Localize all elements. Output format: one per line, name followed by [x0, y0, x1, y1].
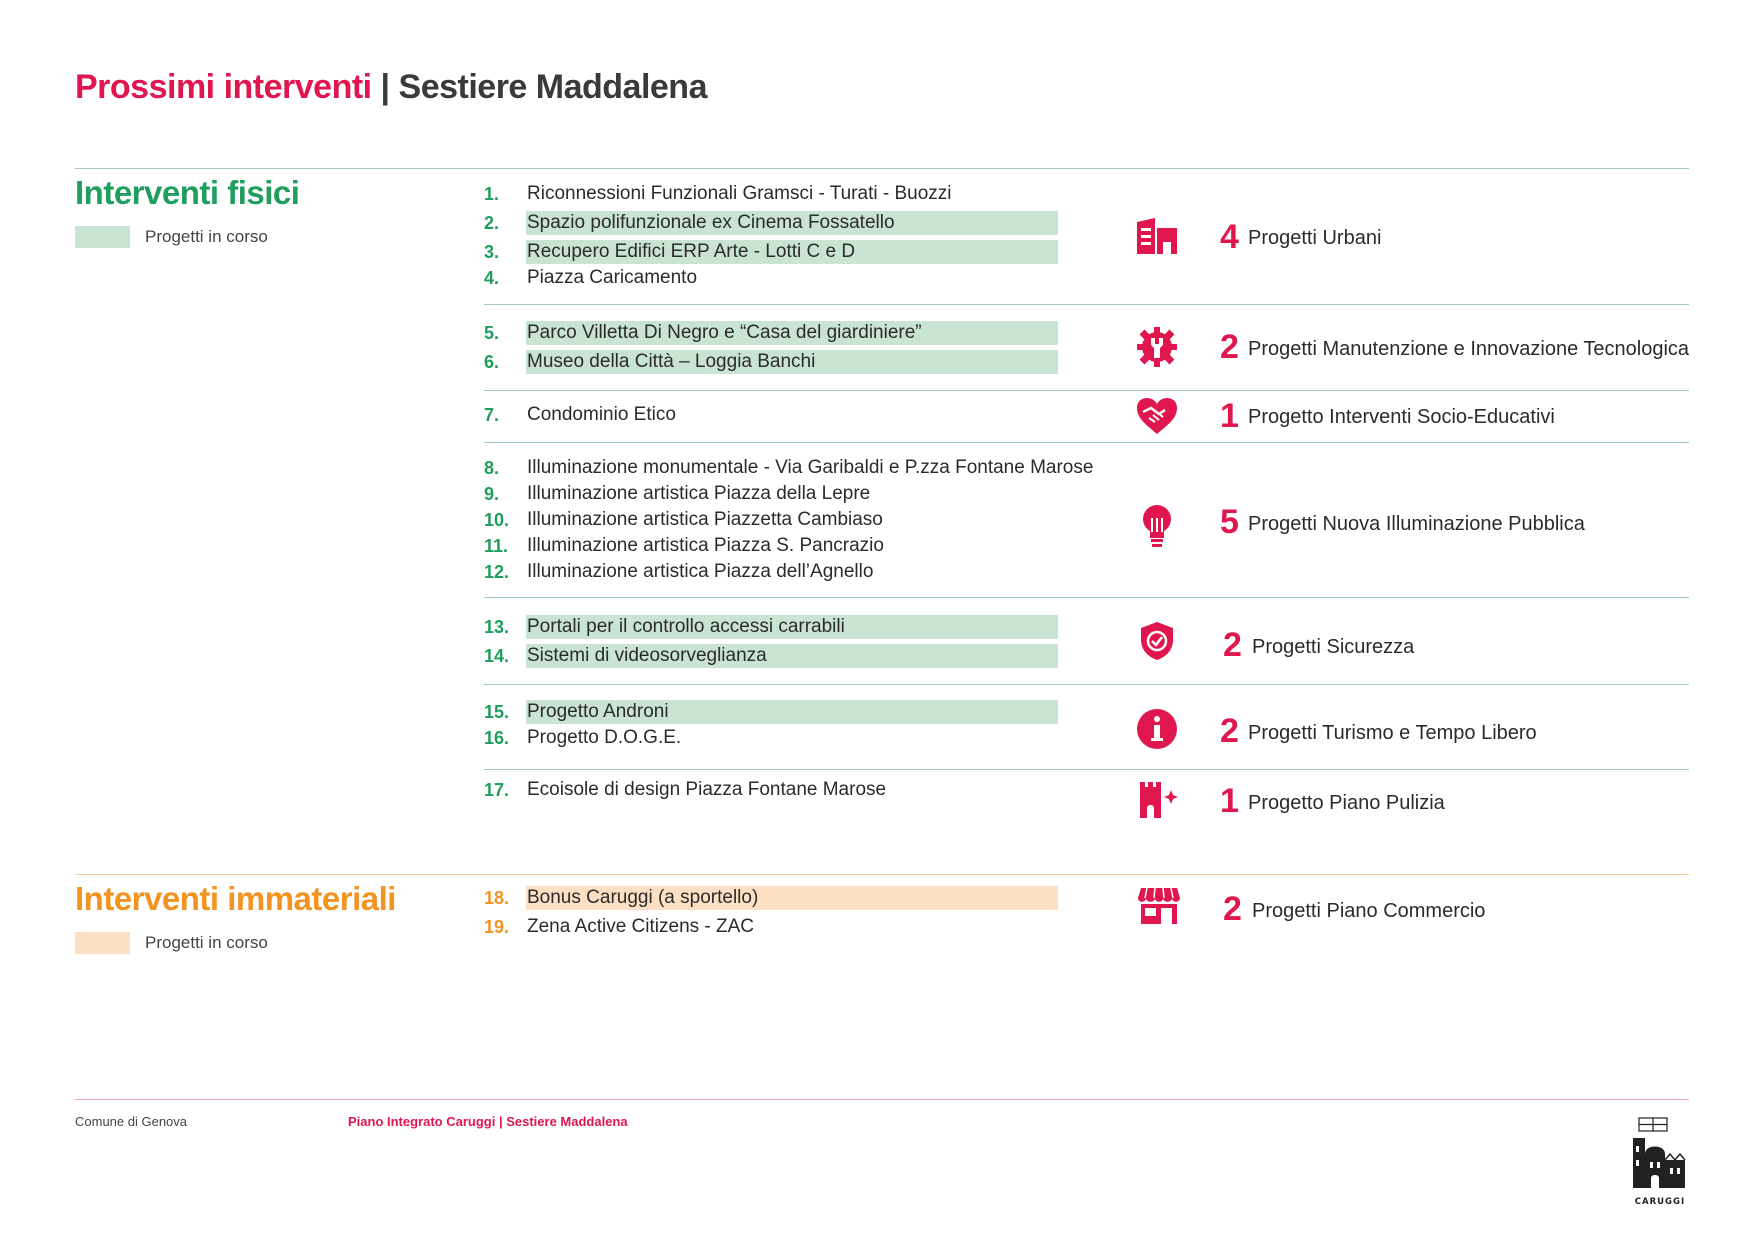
- page-title: [75, 68, 707, 107]
- divider-1: [484, 304, 1689, 305]
- list-item: [484, 508, 1059, 532]
- item-number: 18.: [484, 888, 510, 908]
- item-number: 8.: [484, 458, 500, 478]
- item-label: Recupero Edifici ERP Arte - Lotti C e D: [526, 240, 1058, 264]
- divider-top: [75, 168, 1689, 169]
- item-label: Illuminazione monumentale - Via Garibaldi e P.zza Fontane Marose: [527, 457, 1094, 478]
- list-item: [484, 726, 1059, 750]
- category-label: Progetti Manutenzione e Innovazione Tecnologica: [1248, 338, 1690, 360]
- item-number: 16.: [484, 728, 510, 748]
- list-item: [484, 350, 1059, 374]
- list-item: [484, 321, 1059, 345]
- list-item: [484, 534, 1059, 558]
- category-count: 5: [1220, 503, 1239, 541]
- item-label: Illuminazione artistica Piazzetta Cambiaso: [527, 509, 883, 530]
- category-count: 2: [1223, 890, 1242, 928]
- shield-check-icon: [1139, 620, 1175, 662]
- category-count: 4: [1220, 218, 1239, 256]
- list-item: [484, 211, 1059, 235]
- title-part1: Prossimi interventi: [75, 68, 372, 106]
- item-label: Progetto Androni: [526, 700, 1058, 724]
- gear-wrench-icon: [1135, 325, 1179, 369]
- shop-icon: [1137, 886, 1181, 926]
- caruggi-logo: [1630, 1116, 1690, 1216]
- item-label: Portali per il controllo accessi carrabili: [526, 615, 1058, 639]
- section-title-immateriali: Interventi immateriali: [75, 880, 396, 917]
- divider-3: [484, 442, 1689, 443]
- divider-5: [484, 684, 1689, 685]
- item-label: Ecoisole di design Piazza Fontane Marose: [527, 779, 887, 800]
- castle-sparkle-icon: [1138, 780, 1180, 820]
- list-item: [484, 700, 1059, 724]
- item-label: Museo della Città – Loggia Banchi: [526, 350, 1058, 374]
- item-number: 11.: [484, 536, 509, 556]
- list-item: [484, 560, 1059, 584]
- item-label: Sistemi di videosorveglianza: [526, 644, 1058, 668]
- list-item: [484, 886, 1059, 910]
- category-label: Progetti Sicurezza: [1252, 636, 1415, 658]
- item-label: Riconnessioni Funzionali Gramsci - Turati - Buozzi: [527, 183, 952, 204]
- item-number: 2.: [484, 213, 500, 233]
- list-item: [484, 266, 1059, 290]
- category-count: 1: [1220, 397, 1239, 435]
- list-item: [484, 915, 1059, 939]
- legend-immateriali: [75, 932, 268, 954]
- category-count: 2: [1220, 328, 1239, 366]
- item-label: Illuminazione artistica Piazza dell’Agnello: [527, 561, 874, 582]
- list-item: [484, 403, 1059, 427]
- item-label: Illuminazione artistica Piazza S. Pancrazio: [527, 535, 884, 556]
- item-number: 13.: [484, 617, 510, 637]
- list-item: [484, 615, 1059, 639]
- footer-divider: [75, 1099, 1689, 1100]
- category-count: 2: [1220, 712, 1239, 750]
- category-count: 2: [1223, 626, 1242, 664]
- item-number: 5.: [484, 323, 500, 343]
- item-label: Zena Active Citizens - ZAC: [527, 916, 755, 937]
- divider-immateriali: [75, 874, 1689, 875]
- caruggi-logo-graphic: [1630, 1116, 1690, 1216]
- list-item: [484, 456, 1094, 480]
- heart-hands-icon: [1135, 396, 1179, 436]
- category-label: Progetti Turismo e Tempo Libero: [1248, 722, 1537, 744]
- building-icon: [1135, 216, 1179, 256]
- category-count: 1: [1220, 782, 1239, 820]
- logo-wordmark: CARUGGI: [1634, 1197, 1686, 1207]
- lightbulb-icon: [1139, 504, 1175, 548]
- legend-swatch-green: [75, 226, 130, 248]
- item-number: 7.: [484, 405, 500, 425]
- info-icon: [1136, 708, 1178, 750]
- item-number: 4.: [484, 268, 500, 288]
- legend-label-fisici: Progetti in corso: [145, 227, 268, 246]
- item-label: Progetto D.O.G.E.: [527, 727, 682, 748]
- item-number: 15.: [484, 702, 510, 722]
- item-number: 3.: [484, 242, 500, 262]
- item-number: 17.: [484, 780, 510, 800]
- title-part2: Sestiere Maddalena: [398, 68, 707, 106]
- item-number: 9.: [484, 484, 500, 504]
- item-label: Condominio Etico: [527, 404, 676, 425]
- item-label: Bonus Caruggi (a sportello): [526, 886, 1058, 910]
- list-item: [484, 482, 1059, 506]
- divider-2: [484, 390, 1689, 391]
- category-label: Progetti Piano Commercio: [1252, 900, 1486, 922]
- item-label: Parco Villetta Di Negro e “Casa del giardiniere”: [526, 321, 1058, 345]
- title-separator: |: [371, 68, 399, 106]
- category-label: Progetti Nuova Illuminazione Pubblica: [1248, 513, 1585, 535]
- legend-swatch-orange: [75, 932, 130, 954]
- item-number: 6.: [484, 352, 500, 372]
- item-number: 14.: [484, 646, 510, 666]
- list-item: [484, 644, 1059, 668]
- divider-4: [484, 597, 1689, 598]
- category-label: Progetti Urbani: [1248, 227, 1382, 249]
- divider-6: [484, 769, 1689, 770]
- item-label: Piazza Caricamento: [527, 267, 698, 288]
- item-number: 10.: [484, 510, 510, 530]
- item-number: 12.: [484, 562, 510, 582]
- list-item: [484, 240, 1059, 264]
- footer-document-title: Piano Integrato Caruggi | Sestiere Maddalena: [348, 1114, 628, 1129]
- item-label: Spazio polifunzionale ex Cinema Fossatello: [526, 211, 1058, 235]
- section-title-fisici: Interventi fisici: [75, 174, 300, 211]
- legend-fisici: [75, 226, 268, 248]
- category-label: Progetto Interventi Socio-Educativi: [1248, 406, 1555, 428]
- footer-org: Comune di Genova: [75, 1114, 188, 1129]
- legend-label-immateriali: Progetti in corso: [145, 933, 268, 952]
- list-item: [484, 778, 1059, 802]
- list-item: [484, 182, 1059, 206]
- item-number: 19.: [484, 917, 510, 937]
- item-label: Illuminazione artistica Piazza della Lepre: [527, 483, 871, 504]
- category-label: Progetto Piano Pulizia: [1248, 792, 1445, 814]
- item-number: 1.: [484, 184, 500, 204]
